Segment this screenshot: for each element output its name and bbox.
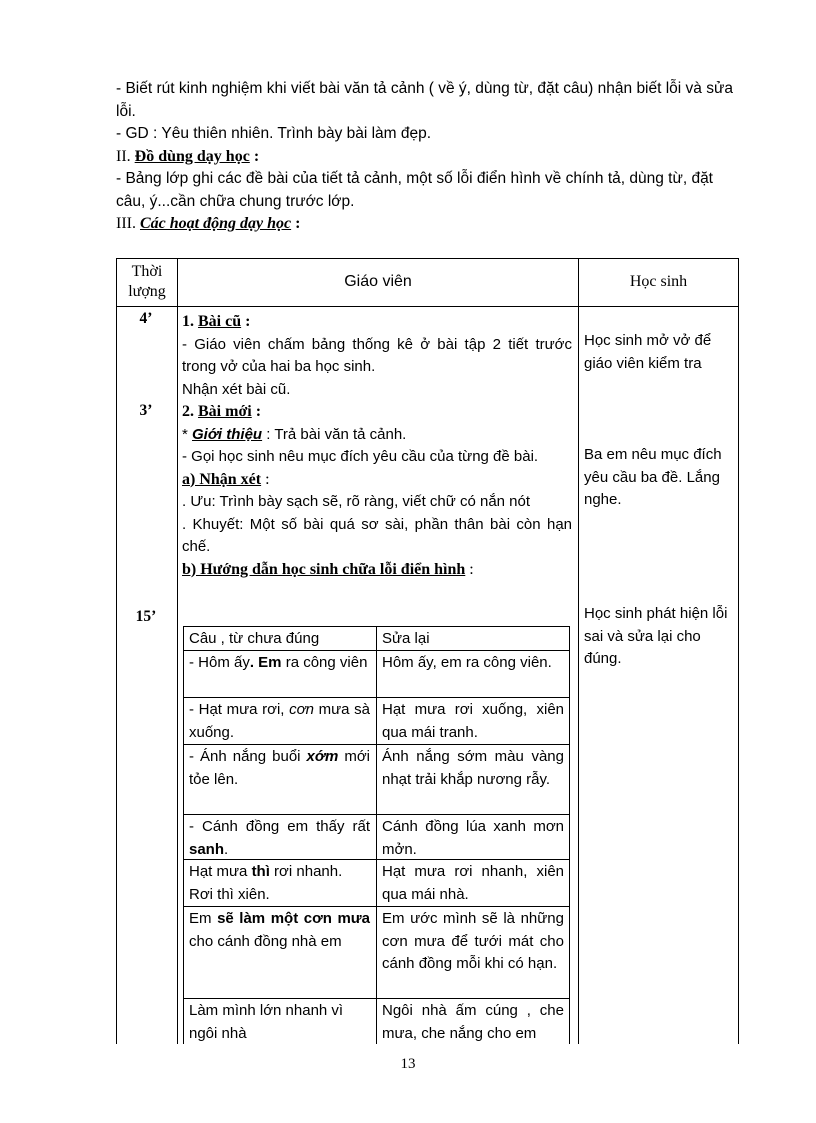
section-2-text: - Bảng lớp ghi các đề bài của tiết tả cảnh, một số lỗi điển hình về chính tả, dùng từ, đặt câu, ý...cần chữa chung trước lớp. [116, 170, 713, 210]
table-row-fix: Ánh nắng sớm màu vàng nhạt trải khắp nương rẫy. [382, 748, 564, 788]
table-row-fix: Em ước mình sẽ là những cơn mưa để tưới mát cho cánh đồng mỗi khi có hạn. [382, 910, 564, 972]
table-divider-teacher [578, 258, 579, 1044]
header-teacher: Giáo viên [344, 273, 412, 290]
table-row: - Hạt mưa rơi, cơn mưa sà xuống. [189, 701, 371, 741]
section-3-number: III. [116, 215, 136, 232]
table-border-left [116, 258, 117, 1044]
table-header-divider [116, 306, 739, 307]
section-2-title: Đồ dùng dạy học [134, 147, 250, 165]
section-2-number: II. [116, 147, 131, 165]
time-1: 4’ [139, 310, 153, 327]
time-3: 15’ [135, 608, 157, 625]
student-note-2: Ba em nêu mục đích yêu cầu ba đề. Lắng nghe. [584, 446, 722, 508]
table-row: - Cánh đồng em thấy rất sanh. [189, 818, 370, 858]
table-row-fix: Ngôi nhà ấm cúng , che mưa, che nắng cho em [382, 1002, 564, 1042]
table-row-fix: Hạt mưa rơi nhanh, xiên qua mái nhà. [382, 863, 564, 903]
cons-text: . Khuyết: Một số bài quá sơ sài, phần thân bài còn hạn chế. [182, 515, 572, 555]
section-2-heading [116, 146, 746, 169]
intro-section [116, 78, 746, 236]
corrections-header-fixed: Sửa lại [382, 630, 430, 647]
corrections-header-wrong: Câu , từ chưa đúng [189, 630, 320, 647]
table-row: Em sẽ làm một cơn mưa cho cánh đồng nhà em [189, 910, 370, 950]
intro-label: Giới thiệu [192, 425, 263, 443]
new-lesson-heading: 2. Bài mới : [182, 403, 262, 420]
table-row: - Ánh nắng buổi xớm mới tỏe lên. [189, 748, 370, 788]
student-note-3: Học sinh phát hiện lỗi sai và sửa lại cho đúng. [584, 605, 728, 667]
old-lesson-review: Nhận xét bài cũ. [182, 380, 291, 398]
section-3-heading [116, 213, 746, 236]
old-lesson-heading: 1. Bài cũ : [182, 313, 251, 330]
section-3-suffix: : [291, 215, 301, 232]
goal-text: - Gọi học sinh nêu mục đích yêu cầu của từng đề bài. [182, 448, 539, 465]
time-2: 3’ [139, 402, 153, 419]
comment-heading: a) Nhận xét : [182, 470, 270, 488]
page-number: 13 [400, 1056, 416, 1072]
objective-line-1: - Biết rút kinh nghiệm khi viết bài văn tả cảnh ( về ý, dùng từ, đặt câu) nhận biết lỗi và sửa lỗi. [116, 80, 733, 120]
table-row: Hạt mưa thì rơi nhanh. Rơi thì xiên. [189, 863, 343, 903]
header-time: Thời lượng [128, 263, 166, 300]
guide-heading: b) Hướng dẫn học sinh chữa lỗi điển hình : [182, 560, 474, 578]
teacher-column [182, 311, 572, 581]
table-row: - Hôm ấy. Em ra công viên [189, 654, 368, 671]
intro-line: * Giới thiệu : Trả bài văn tả cảnh. [182, 425, 407, 443]
table-row-fix: Cánh đồng lúa xanh mơn mởn. [382, 818, 564, 858]
header-student: Học sinh [629, 273, 688, 290]
table-divider-time [177, 258, 178, 1044]
inner-row-line [183, 626, 570, 627]
inner-row-line [183, 906, 570, 907]
section-3-title: Các hoạt động dạy học [139, 215, 292, 232]
pros-text: . Ưu: Trình bày sạch sẽ, rõ ràng, viết chữ có nắn nót [182, 493, 531, 510]
table-border-right [738, 258, 739, 1044]
table-row: Làm mình lớn nhanh vì ngôi nhà [189, 1002, 344, 1042]
inner-row-line [183, 697, 570, 698]
table-row-fix: Hôm ấy, em ra công viên. [382, 654, 552, 671]
objective-line-2: - GD : Yêu thiên nhiên. Trình bày bài làm đẹp. [116, 125, 432, 142]
student-note-1: Học sinh mở vở để giáo viên kiểm tra [584, 332, 712, 372]
section-2-suffix: : [249, 147, 260, 165]
table-row-fix: Hạt mưa rơi xuống, xiên qua mái tranh. [382, 701, 564, 741]
inner-row-line [183, 744, 570, 745]
old-lesson-text: - Giáo viên chấm bảng thống kê ở bài tập 2 tiết trước trong vở của hai ba học sinh. [182, 335, 572, 375]
inner-row-line [183, 814, 570, 815]
inner-row-line [183, 998, 570, 999]
corrections-table [183, 626, 570, 1044]
